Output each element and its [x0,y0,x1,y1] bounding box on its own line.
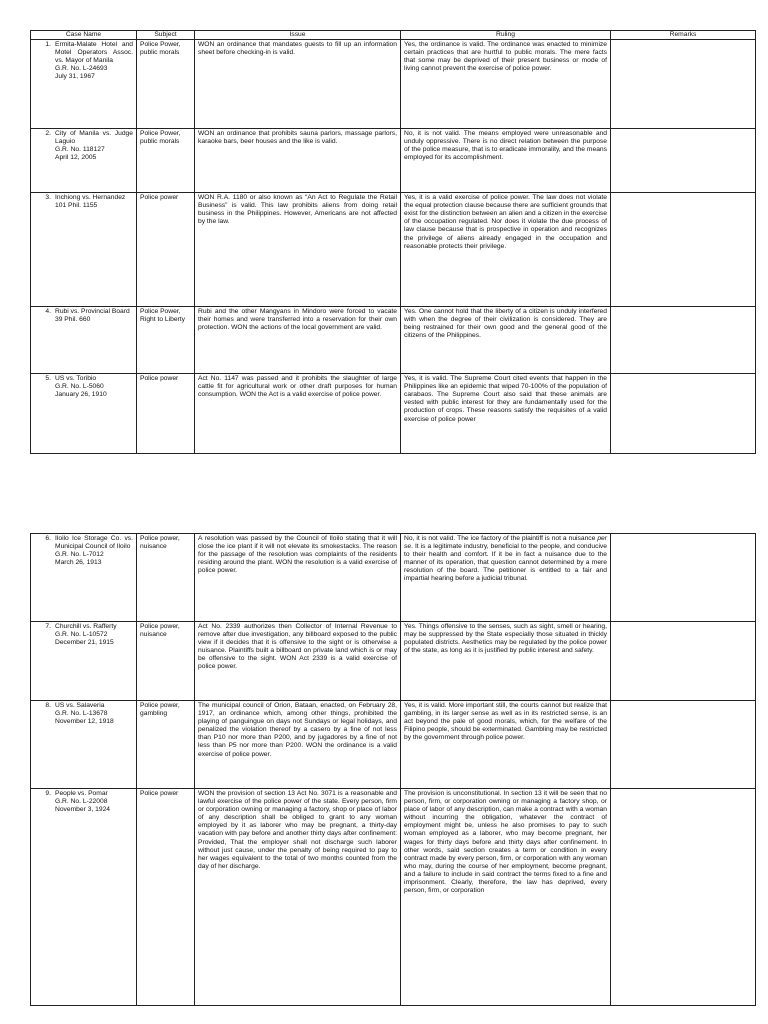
ruling-emphasis: per se [404,535,607,551]
remarks-cell [611,374,756,454]
row-number: 9. [45,790,51,797]
remarks-cell [611,193,756,307]
header-issue: Issue [195,31,401,40]
header-row [31,31,756,40]
case-date: March 26, 1913 [55,559,102,567]
remarks-cell [611,534,756,622]
issue-cell: A resolution was passed by the Council of Iloilo stating that it will close the ice plant if it will not elevate its smokestacks. The reason for the passage of the resolution was complaints of the residents residing around the plant. WON the resolution is a valid exercise of police power. [195,534,401,622]
case-title: People vs. Pomar [55,790,108,797]
subject-cell: Police Power, Right to Liberty [137,307,195,374]
case-date: January 26, 1910 [55,391,107,399]
case-name-cell [31,307,137,374]
case-date: April 12, 2005 [55,154,97,162]
case-gr-number: G.R. No. L-13678 [55,710,108,718]
subject-cell: Police power, nuisance [137,622,195,701]
header-subject: Subject [137,31,195,40]
case-name-cell [31,534,137,622]
ruling-text: No, it is not valid. The ice factory of the plaintiff is not a nuisance [404,535,598,542]
remarks-cell [611,307,756,374]
case-name-cell [31,374,137,454]
case-date: July 31, 1967 [55,73,95,81]
case-citation: 101 Phil. 1155 [55,202,98,210]
table-row [31,789,756,1006]
remarks-cell [611,622,756,701]
case-gr-number: G.R. No. L-7012 [55,551,104,559]
remarks-cell [611,40,756,129]
row-number: 5. [45,375,51,383]
header-case-name: Case Name [31,31,137,40]
case-name-cell [31,622,137,701]
header-remarks: Remarks [611,31,756,40]
ruling-cell: No, it is not valid. The means employed were unreasonable and unduly oppressive. There is no direct relation between the purpose of the police measure, that is to eradicate immorality, and the means employed for its accomplishment. [401,129,611,193]
issue-cell: WON R.A. 1180 or also known as “An Act to Regulate the Retail Business” is valid. This law prohibits aliens from doing retail business in the Philippines. However, Americans are not affected by the law. [195,193,401,307]
row-number: 4. [45,308,51,316]
table-row [31,622,756,701]
ruling-cell: Yes, the ordinance is valid. The ordinance was enacted to minimize certain practices that are hurtful to public morals. The mere facts that some may be deprived of their present business or mode of living cannot prevent the exercise of police power. [401,40,611,129]
case-gr-number: G.R. No. L-24693 [55,65,108,73]
subject-cell: Police power, nuisance [137,534,195,622]
issue-cell: WON an ordinance that mandates guests to fill up an information sheet before checking-in is valid. [195,40,401,129]
issue-cell: Act No. 1147 was passed and it prohibits the slaughter of large cattle fit for agricultural work or other draft purposes for human consumption. WON the Act is a valid exercise of police power. [195,374,401,454]
ruling-cell: Yes, it is valid. The Supreme Court cited events that happen in the Philippines like an epidemic that wiped 70-100% of the population of carabaos. The Supreme Court also said that these animals are vested with public interest for they are fundamentally used for the production of crops. These reasons satisfy the requisites of a valid exercise of police power [401,374,611,454]
table-row [31,129,756,193]
case-digest-table-page-1 [30,30,756,454]
row-number: 7. [45,623,51,630]
case-title: US vs. Salaveria [55,702,105,709]
subject-cell: Police power, gambling [137,701,195,789]
table-row [31,534,756,622]
case-name-cell [31,129,137,193]
case-digest-table-page-2 [30,533,756,1006]
case-name-cell [31,193,137,307]
subject-cell: Police power [137,789,195,1006]
case-title: Inchiong vs. Hernandez [55,194,126,202]
issue-cell: The municipal council of Orion, Bataan, enacted, on February 28, 1917, an ordinance which, among other things, prohibited the playing of panguingue on days not Sundays or legal holidays, and penalized the violation thereof by a casero by a fine of not less than P10 nor more than P200, and by jugadores by a fine of not less than P5 nor more than P200. WON the ordinance is a valid exercise of police power. [195,701,401,789]
subject-cell: Police power [137,193,195,307]
table-row [31,40,756,129]
case-gr-number: G.R. No. 118127 [55,146,105,154]
subject-cell: Police Power, public morals [137,129,195,193]
case-gr-number: G.R. No. L-22008 [55,798,108,806]
case-citation: 39 Phil. 660 [55,316,91,324]
ruling-cell: Yes, it is a valid exercise of police power. The law does not violate the equal protection clause because there are sufficient grounds that exist for the distinction between an alien and a citizen in the exercise of the occupation regulated. Nor does it violate the due process of law clause because that is prospective in operation and recognizes the privilege of aliens already engaged in the occupation and reasonable protects their privilege. [401,193,611,307]
issue-cell: Rubi and the other Mangyans in Mindoro were forced to vacate their homes and were transferred into a reservation for their own protection. WON the actions of the local government are valid. [195,307,401,374]
case-name-cell [31,701,137,789]
subject-cell: Police power [137,374,195,454]
row-number: 8. [45,702,51,709]
ruling-cell: Yes. Things offensive to the senses, such as sight, smell or hearing, may be suppressed by the State especially those situated in thickly populated districts. Aesthetics may be regulated by the police power of the state, as long as it is justified by public interest and safety. [401,622,611,701]
row-number: 2. [45,130,51,138]
remarks-cell [611,129,756,193]
table-row [31,193,756,307]
subject-cell: Police Power, public morals [137,40,195,129]
remarks-cell [611,789,756,1006]
row-number: 3. [45,194,51,202]
case-title: Rubi vs. Provincial Board [55,308,130,316]
case-date: November 3, 1924 [55,806,111,814]
case-title: Ermita-Malate Hotel and Motel Operators Assoc. vs. Mayor of Manila [55,41,133,65]
header-ruling: Ruling [401,31,611,40]
case-name-cell [31,40,137,129]
case-date: November 12, 1918 [55,718,114,726]
row-number: 1. [45,41,51,49]
ruling-cell: Yes, it is valid. More important still, the courts cannot but realize that gambling, in its larger sense as well as in its restricted sense, is an act beyond the pale of good morals, which, for the welfare of the Filipino people, should be exterminated. Gambling may be restricted by the government through police power. [401,701,611,789]
case-date: December 21, 1915 [55,639,114,647]
issue-cell: WON the provision of section 13 Act No. 3071 is a reasonable and lawful exercise of the police power of the state. Every person, firm or corporation owning or managing a factory, shop or place of labor of any description shall be obliged to grant to any woman employed by it as laborer who may be pregnant, a thirty-day vacation with pay before and another thirty days after confinement: Provided, That the employer shall not discharge such laborer without just cause, under the penalty of being required to pay to her wages equivalent to the total of two months counted from the day of her discharge. [195,789,401,1006]
ruling-cell [401,534,611,622]
case-name-cell [31,789,137,1006]
table-row [31,374,756,454]
ruling-text-continued: . It is a legitimate industry, beneficial to the people, and conducive to their health and comfort. If it be in fact a nuisance due to the manner of its operation, that question cannot determined by a mere resolution of the board. The petitioner is entitled to a fair and impartial hearing before a judicial tribunal. [404,543,607,583]
row-number: 6. [45,535,51,542]
case-title: Iloilo Ice Storage Co. vs. Municipal Council of Iloilo [55,535,133,551]
case-title: US vs. Toribio [55,375,97,383]
table-row [31,701,756,789]
remarks-cell [611,701,756,789]
issue-cell: WON an ordinance that prohibits sauna parlors, massage parlors, karaoke bars, beer houses and the like is valid. [195,129,401,193]
case-gr-number: G.R. No. L-10572 [55,631,108,639]
table-row [31,307,756,374]
issue-cell: Act No. 2339 authorizes then Collector of Internal Revenue to remove after due investigation, any billboard exposed to the public view if it decides that it is offensive to the sight or is otherwise a nuisance. Plaintiffs built a billboard on private land which is or may be offensive to the sight. WON Act 2339 is a valid exercise of police power. [195,622,401,701]
ruling-cell: The provision is unconstitutional. In section 13 it will be seen that no person, firm, or corporation owning or managing a factory shop, or place of labor of any description, can make a contract with a woman without incurring the obligation, whatever the contract of employment might be, unless he also promises to pay to such woman employed as a laborer, who may become pregnant, her wages for thirty days before and thirty days after confinement. In other words, said section creates a term or condition in every contract made by every person, firm, or corporation with any woman who may, during the course of her employment, become pregnant, and a failure to include in said contract the terms fixed to a fine and imprisonment. Clearly, therefore, the law has deprived, every person, firm, or corporation [401,789,611,1006]
case-title: City of Manila vs. Judge Laguio [55,130,133,146]
case-title: Churchill vs. Rafferty [55,623,117,630]
case-gr-number: G.R. No. L-5060 [55,383,104,391]
ruling-cell: Yes. One cannot hold that the liberty of a citizen is unduly interfered with when the degree of their civilization is considered. They are being restrained for their own good and the general good of the citizens of the Philippines. [401,307,611,374]
